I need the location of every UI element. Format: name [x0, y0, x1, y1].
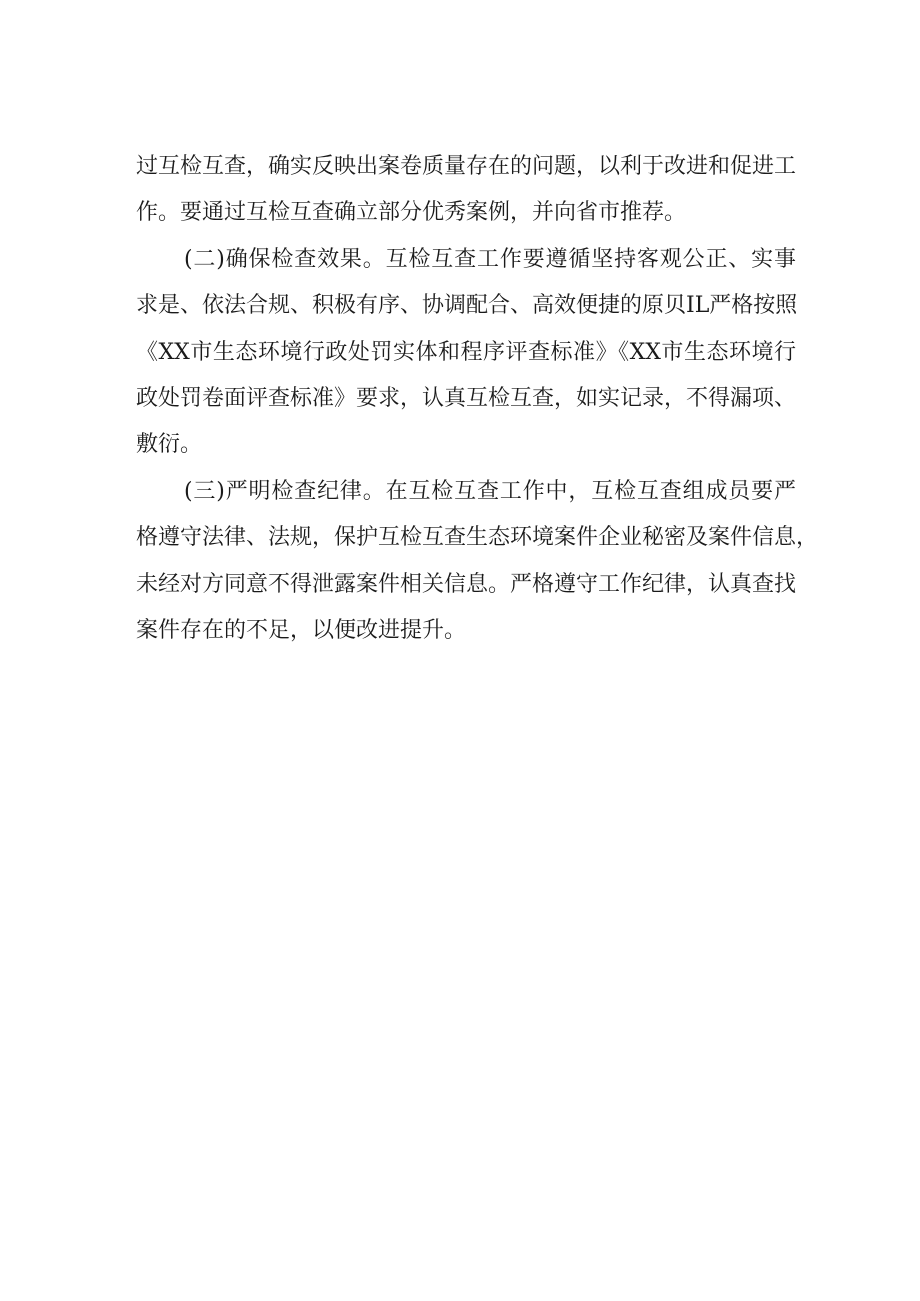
paragraph-line: 求是、依法合规、积极有序、协调配合、高效便捷的原贝IL严格按照 [136, 293, 798, 319]
paragraph-line: 政处罚卷面评查标准》要求，认真互检互查，如实记录，不得漏项、 [136, 385, 797, 411]
paragraph-line: 案件存在的不足，以便改进提升。 [136, 617, 467, 643]
paragraph-line: 未经对方同意不得泄露案件相关信息。严格遵守工作纪律，认真查找 [136, 571, 797, 597]
paragraph-line: 作。要通过互检互查确立部分优秀案例，并向省市推荐。 [136, 200, 687, 226]
paragraph-line: 格遵守法律、法规，保护互检互查生态环境案件企业秘密及案件信息， [136, 525, 819, 551]
paragraph-line: 敷衍。 [136, 432, 203, 458]
paragraph-line: 过互检互查，确实反映出案卷质量存在的问题，以利于改进和促进工 [136, 154, 797, 179]
paragraph-line: (二)确保检查效果。互检互查工作要遵循坚持客观公正、实事 [184, 246, 796, 272]
document-body [136, 151, 819, 661]
paragraph-line: 《XX市生态环境行政处罚实体和程序评查标准》《XX市生态环境行 [136, 339, 796, 365]
paragraph-line: (三)严明检查纪律。在互检互查工作中，互检互查组成员要严 [184, 478, 796, 504]
